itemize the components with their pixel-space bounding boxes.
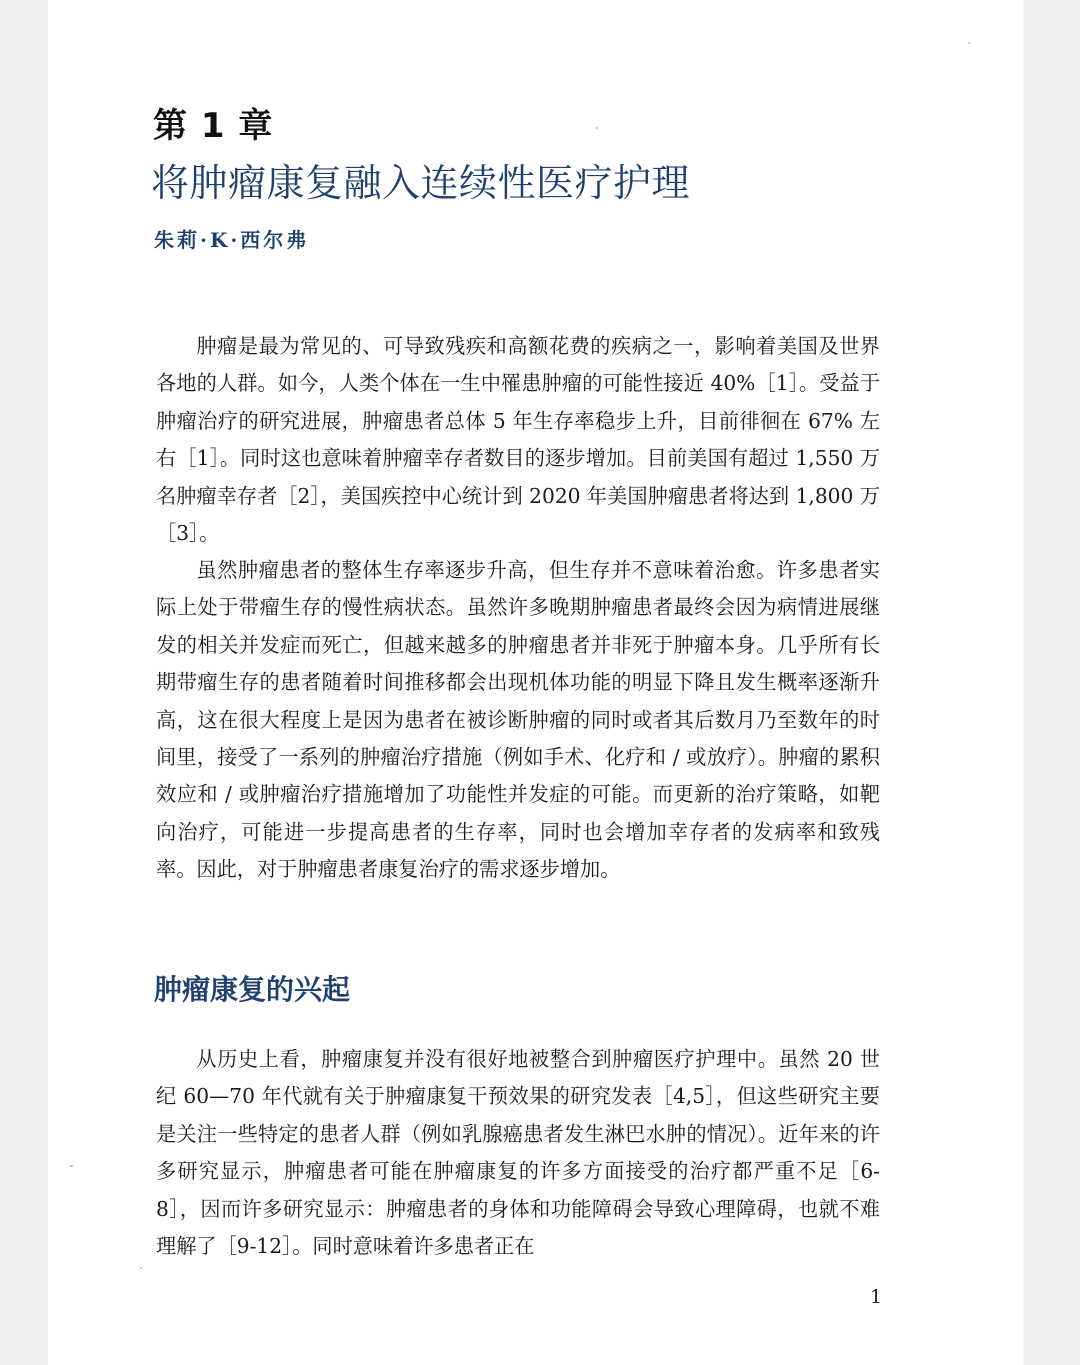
page-number: 1 [870,1286,883,1308]
scan-speck [140,1267,142,1269]
section-paragraph: 从历史上看，肿瘤康复并没有很好地被整合到肿瘤医疗护理中。虽然 20 世纪 60—70 年代就有关于肿瘤康复干预效果的研究发表［4,5］，但这些研究主要是关注一些特定的患者人群（例如乳腺癌患者发生淋巴水肿的情况）。近年来的许多研究显示，肿瘤患者可能在肿瘤康复的许多方面接受的治疗都严重不足［6-8］，因而许多研究显示：肿瘤患者的身体和功能障碍会导致心理障碍，也就不难理解了［9-12］。同时意味着许多患者正在 [156,1047,880,1259]
body-paragraph-1: 肿瘤是最为常见的、可导致残疾和高额花费的疾病之一，影响着美国及世界各地的人群。如今，人类个体在一生中罹患肿瘤的可能性接近 40%［1］。受益于肿瘤治疗的研究进展，肿瘤患者总体 5 年生存率稳步上升，目前徘徊在 67% 左右［1］。同时这也意味着肿瘤幸存者数目的逐步增加。目前美国有超过 1,550 万名肿瘤幸存者［2］，美国疾控中心统计到 2020 年美国肿瘤患者将达到 1,800 万［3］。 [156,334,880,546]
scan-speck [968,42,970,44]
chapter-label: 第 1 章 [153,106,274,146]
scan-speck [596,127,598,129]
chapter-title: 将肿瘤康复融入连续性医疗护理 [151,161,691,205]
section-heading: 肿瘤康复的兴起 [154,973,351,1006]
author-name: 朱莉·K·西尔弗 [154,228,310,252]
scan-speck [70,1165,73,1167]
body-paragraph-2: 虽然肿瘤患者的整体生存率逐步升高，但生存并不意味着治愈。许多患者实际上处于带瘤生存的慢性病状态。虽然许多晚期肿瘤患者最终会因为病情进展继发的相关并发症而死亡，但越来越多的肿瘤患者并非死于肿瘤本身。几乎所有长期带瘤生存的患者随着时间推移都会出现机体功能的明显下降且发生概率逐渐升高，这在很大程度上是因为患者在被诊断肿瘤的同时或者其后数月乃至数年的时间里，接受了一系列的肿瘤治疗措施（例如手术、化疗和 / 或放疗）。肿瘤的累积效应和 / 或肿瘤治疗措施增加了功能性并发症的可能。而更新的治疗策略，如靶向治疗，可能进一步提高患者的生存率，同时也会增加幸存者的发病率和致残率。因此，对于肿瘤患者康复治疗的需求逐步增加。 [156,558,880,882]
book-page [48,0,1023,1365]
